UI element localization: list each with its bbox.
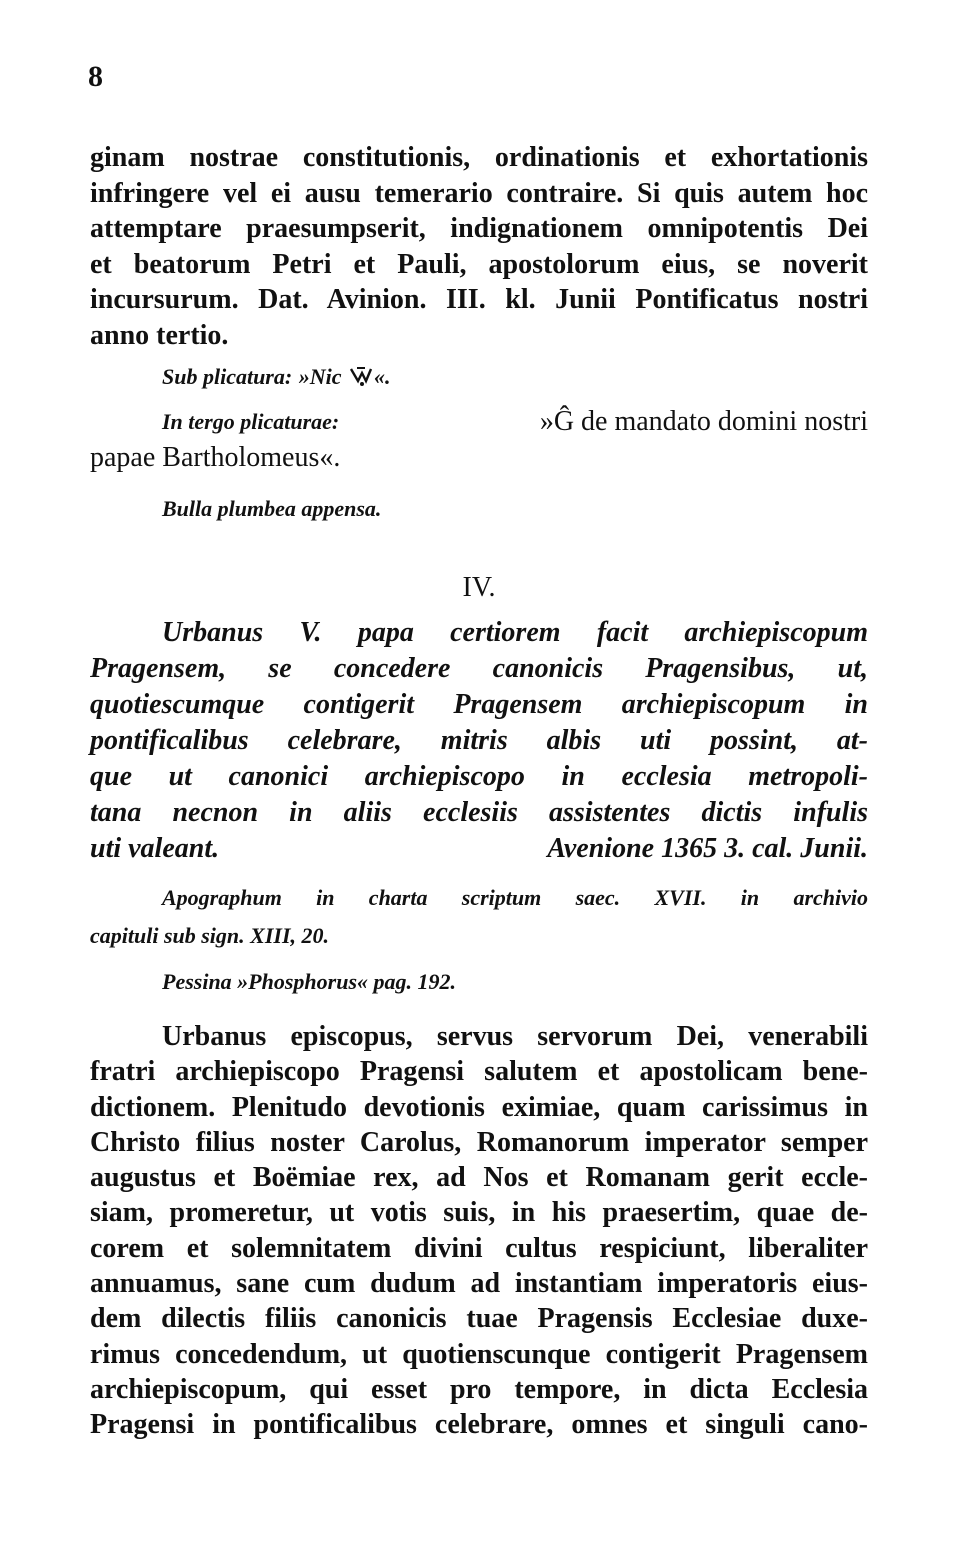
regest-line: Pragensem, se concedere canonicis Pragensibus, ut, bbox=[90, 653, 868, 684]
letter-line: archiepiscopum, qui esset pro tempore, in dicta Ecclesia bbox=[90, 1373, 868, 1405]
letter-line: annuamus, sane cum dudum ad instantiam imperatoris eius- bbox=[90, 1268, 868, 1300]
in-tergo-line-2: papae Bartholomeus«. bbox=[90, 441, 341, 473]
regest-line: quotiescumque contigerit Pragensem archiepiscopum in bbox=[90, 689, 868, 720]
sub-plicatura-note bbox=[90, 359, 868, 394]
section-number: IV. bbox=[462, 572, 496, 603]
paragraph-1-line: anno tertio. bbox=[90, 319, 229, 351]
letter-line: dictionem. Plenitudo devotionis eximiae, quam carissimus in bbox=[90, 1091, 868, 1123]
page-content bbox=[90, 140, 868, 1443]
paragraph-1 bbox=[90, 140, 868, 353]
page-number: 8 bbox=[88, 60, 103, 93]
paragraph-1-line: ginam nostrae constitutionis, ordinationis et exhortationis bbox=[90, 142, 868, 173]
regest-line: que ut canonici archiepiscopo in ecclesia metropoli- bbox=[90, 761, 868, 792]
apograph-line: Apographum in charta scriptum saec. XVII. in archivio bbox=[162, 885, 868, 910]
sub-plicatura-label: Sub plicatura: bbox=[162, 364, 293, 389]
in-tergo-note bbox=[90, 404, 868, 475]
letter-line: augustus et Boëmiae rex, ad Nos et Romanam gerit eccle- bbox=[90, 1162, 868, 1194]
sub-plicatura-value: »Nic bbox=[298, 364, 342, 389]
regest-line: tana necnon in aliis ecclesiis assistentes dictis infulis bbox=[90, 797, 868, 828]
regest bbox=[90, 615, 868, 867]
letter-line: Christo filius noster Carolus, Romanorum imperator semper bbox=[90, 1126, 868, 1158]
letter-line: corem et solemnitatem divini cultus respiciunt, liberaliter bbox=[90, 1232, 868, 1264]
bulla-note bbox=[90, 491, 868, 526]
in-tergo-label: In tergo plicaturae: bbox=[162, 409, 340, 434]
paragraph-1-line: incursurum. Dat. Avinion. III. kl. Junii Pontificatus nostri bbox=[90, 284, 868, 315]
paragraph-1-line: infringere vel ei ausu temerario contraire. Si quis autem hoc bbox=[90, 177, 868, 209]
paragraph-1-line: et beatorum Petri et Pauli, apostolorum eius, se noverit bbox=[90, 248, 868, 280]
letter-line: Pragensi in pontificalibus celebrare, omnes et singuli cano- bbox=[90, 1409, 868, 1441]
letter-line: fratri archiepiscopo Pragensi salutem et apostolicam bene- bbox=[90, 1056, 868, 1088]
apograph-note bbox=[90, 879, 868, 955]
pessina-note: Pessina »Phosphorus« pag. 192. bbox=[162, 969, 457, 994]
regest-last-line bbox=[90, 831, 868, 867]
apograph-line: capituli sub sign. XIII, 20. bbox=[90, 923, 330, 948]
paragraph-1-line: attemptare praesumpserit, indignationem omnipotentis Dei bbox=[90, 213, 868, 244]
regest-line: Urbanus V. papa certiorem facit archiepiscopum bbox=[162, 617, 868, 648]
letter-line: siam, promeretur, ut votis suis, in his praesertim, quae de- bbox=[90, 1197, 868, 1229]
letter-line: rimus concedendum, ut quotienscunque contigerit Pragensem bbox=[90, 1338, 868, 1370]
regest-last-left: uti valeant. bbox=[90, 833, 220, 864]
letter-body bbox=[90, 1019, 868, 1443]
in-tergo-line bbox=[90, 404, 868, 440]
letter-line: dem dilectis filiis canonicis tuae Pragensis Ecclesiae duxe- bbox=[90, 1303, 868, 1335]
notary-signum-icon bbox=[348, 365, 374, 387]
letter-line: Urbanus episcopus, servus servorum Dei, venerabili bbox=[162, 1021, 868, 1052]
bulla-text: Bulla plumbea appensa. bbox=[162, 496, 382, 521]
regest-date: Avenione 1365 3. cal. Junii. bbox=[547, 833, 868, 864]
in-tergo-value: »Ĝ de mandato domini nostri bbox=[539, 406, 868, 437]
sub-plicatura-close: «. bbox=[373, 364, 391, 389]
regest-line: pontificalibus celebrare, mitris albis uti possint, at- bbox=[90, 725, 868, 756]
